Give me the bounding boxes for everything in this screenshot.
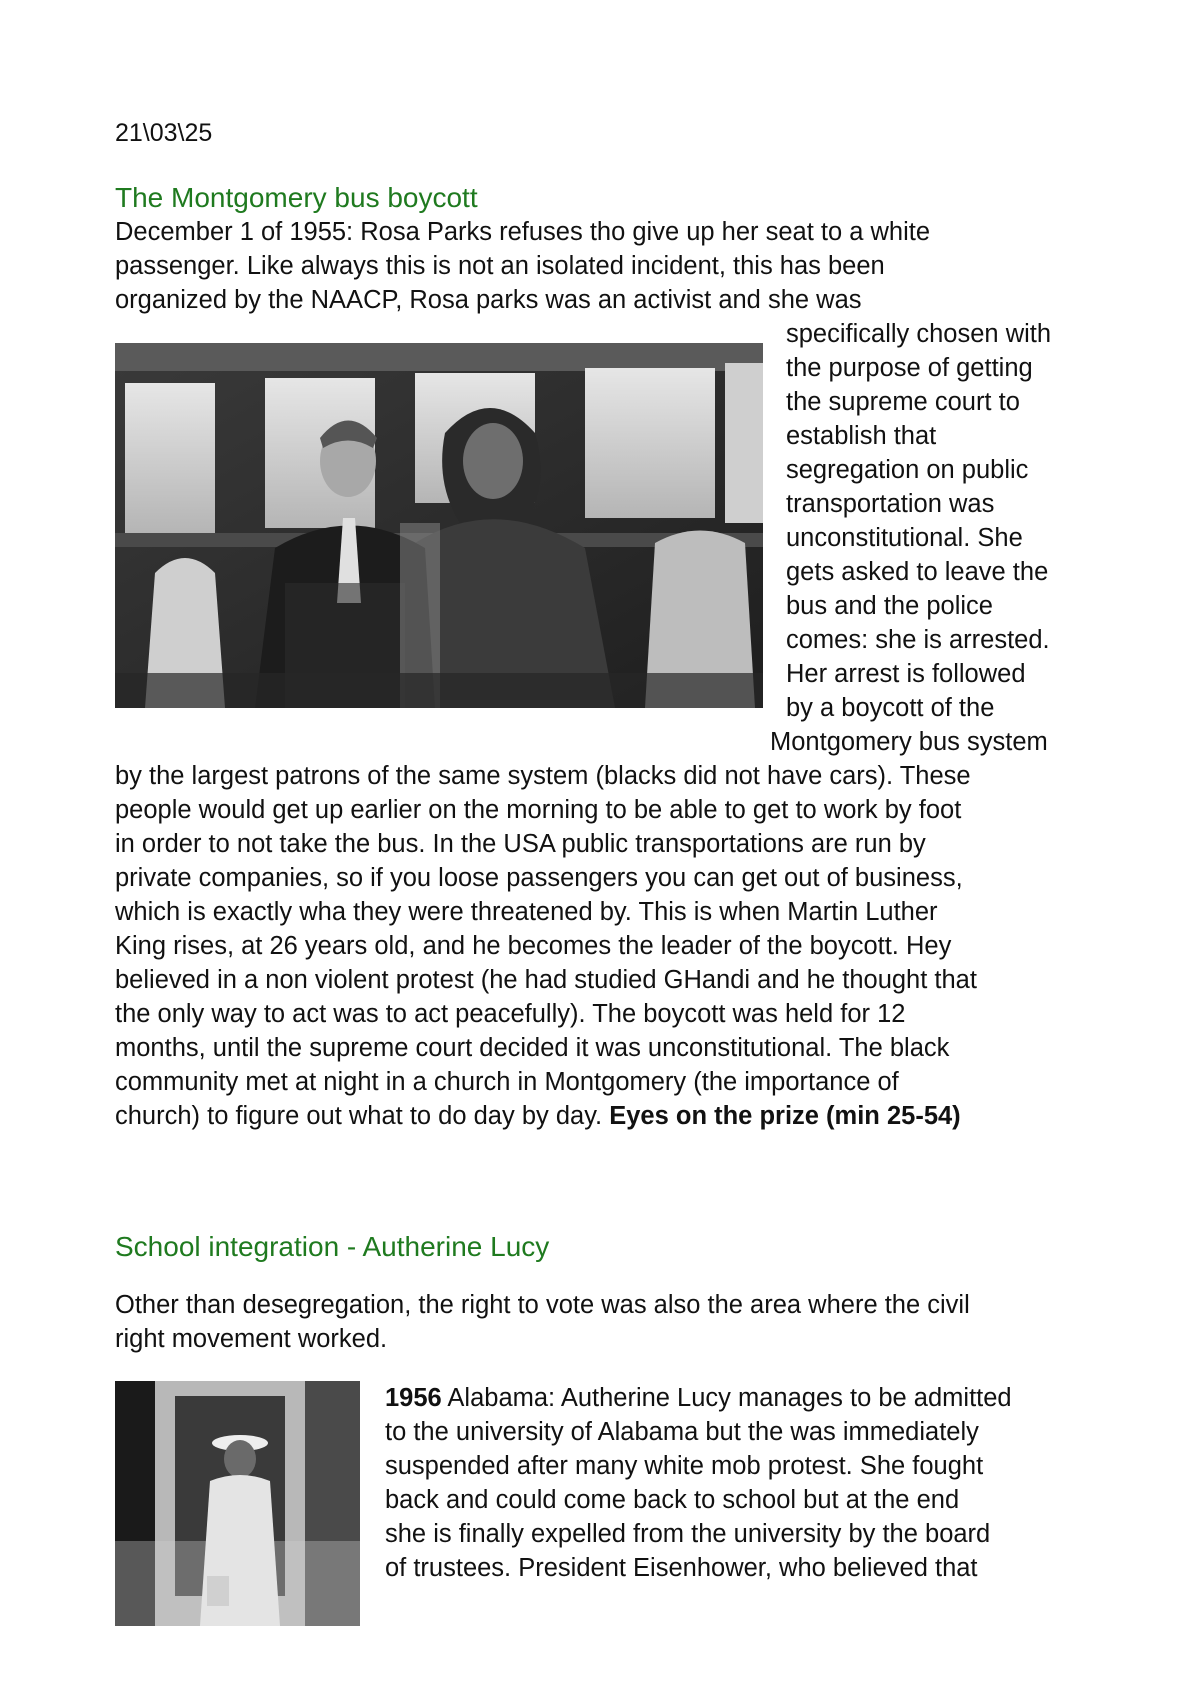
paragraph-line: in order to not take the bus. In the USA public transportations are run by: [115, 830, 926, 858]
video-reference: Eyes on the prize (min 25-54): [609, 1102, 961, 1130]
paragraph-line: months, until the supreme court decided it was unconstitutional. The black: [115, 1034, 950, 1062]
side-text-line: the purpose of getting: [786, 354, 1033, 382]
side-text-line: transportation was: [786, 490, 995, 518]
side-text-line: segregation on public: [786, 456, 1029, 484]
date: 21\03\25: [115, 119, 213, 147]
rosa-parks-bus-photo: [115, 343, 763, 708]
side-text-line: she is finally expelled from the university by the board: [385, 1520, 991, 1548]
side-text-line: suspended after many white mob protest. She fought: [385, 1452, 984, 1480]
side-text-line: establish that: [786, 422, 937, 450]
section-title-school-integration: School integration - Autherine Lucy: [115, 1231, 550, 1262]
side-text-line: comes: she is arrested.: [786, 626, 1050, 654]
side-text-line: gets asked to leave the: [786, 558, 1049, 586]
paragraph-line: community met at night in a church in Montgomery (the importance of: [115, 1068, 899, 1096]
side-text-line: back and could come back to school but at the end: [385, 1486, 960, 1514]
paragraph-text: church) to figure out what to do day by day.: [115, 1102, 610, 1130]
section-title-montgomery: The Montgomery bus boycott: [115, 182, 478, 213]
paragraph-line: the only way to act was to act peacefully). The boycott was held for 12: [115, 1000, 906, 1028]
side-text: Alabama: Autherine Lucy manages to be admitted: [441, 1384, 1012, 1412]
paragraph-line: which is exactly wha they were threatened by. This is when Martin Luther: [115, 898, 938, 926]
paragraph-line: private companies, so if you loose passengers you can get out of business,: [115, 864, 963, 892]
paragraph-line: people would get up earlier on the morning to be able to get to work by foot: [115, 796, 962, 824]
paragraph-line: passenger. Like always this is not an isolated incident, this has been: [115, 252, 885, 280]
side-text-line: to the university of Alabama but the was immediately: [385, 1418, 979, 1446]
paragraph-line: December 1 of 1955: Rosa Parks refuses tho give up her seat to a white: [115, 218, 931, 246]
side-text-line: specifically chosen with: [786, 320, 1052, 348]
paragraph-line: organized by the NAACP, Rosa parks was an activist and she was: [115, 286, 862, 314]
side-text-line: the supreme court to: [786, 388, 1020, 416]
paragraph-line: believed in a non violent protest (he had studied GHandi and he thought that: [115, 966, 977, 994]
side-text-line: Montgomery bus system: [770, 728, 1048, 756]
side-text-line: unconstitutional. She: [786, 524, 1023, 552]
side-text-line: Her arrest is followed: [786, 660, 1026, 688]
paragraph-line: right movement worked.: [115, 1325, 388, 1353]
side-text-line: bus and the police: [786, 592, 993, 620]
paragraph-line: Other than desegregation, the right to vote was also the area where the civil: [115, 1291, 970, 1319]
paragraph-line: by the largest patrons of the same system (blacks did not have cars). These: [115, 762, 971, 790]
paragraph-line: King rises, at 26 years old, and he becomes the leader of the boycott. Hey: [115, 932, 952, 960]
year-label: 1956: [385, 1384, 442, 1412]
side-text-line: by a boycott of the: [786, 694, 995, 722]
autherine-lucy-photo: [115, 1381, 360, 1626]
side-text-line: of trustees. President Eisenhower, who believed that: [385, 1554, 978, 1582]
paragraph-line-last: [115, 1099, 961, 1133]
side-text-line-first: [385, 1381, 1012, 1415]
